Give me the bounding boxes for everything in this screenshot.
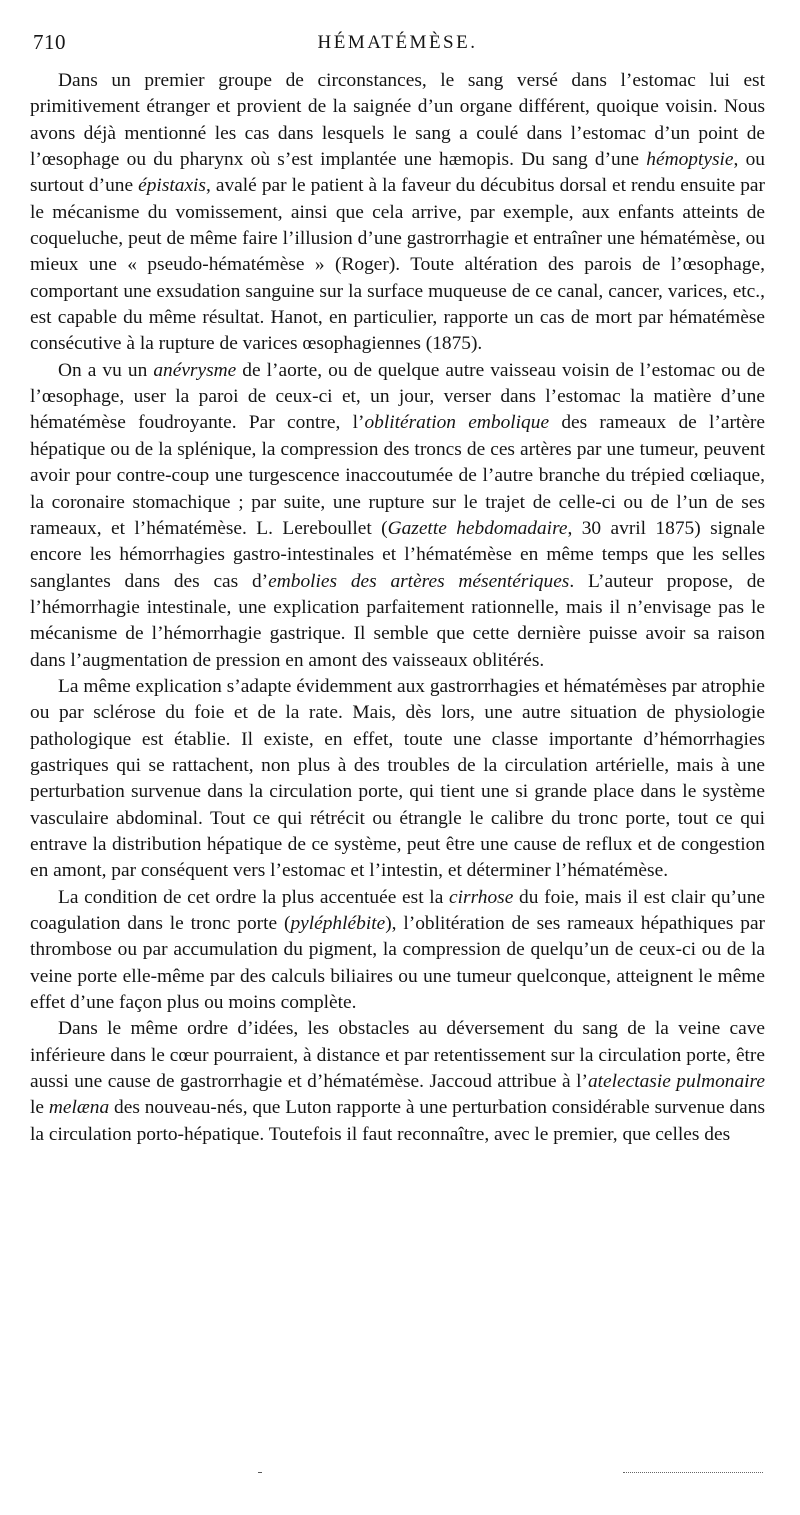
italic-term: pyléphlébite: [290, 913, 386, 934]
page-header: [30, 0, 765, 68]
italic-term: hémoptysie: [646, 149, 734, 171]
text-run: de l’aorte, ou de quelque autre vaisseau voisin de l’estomac ou de l’œsophage, user la paroi de ceux-ci et, un jour, verser dans l’estomac la matière d’une hématémèse foudroyante. Par contre, l’: [30, 359, 765, 434]
italic-term: atelectasie pulmonaire: [587, 1071, 765, 1093]
italic-term: Gazette hebdomadaire: [387, 517, 568, 539]
book-page: [30, 0, 765, 1515]
paragraph: [30, 68, 765, 358]
text-run: du foie, mais il est clair qu’une coagulation dans le tronc porte (: [30, 886, 765, 934]
text-run: Dans un premier groupe de circonstances, le sang versé dans l’estomac lui est primitivement étranger et provient de la saignée d’un organe différent, quoique voisin. Nous avons déjà mentionné les cas dans lesquels le sang a coulé dans l’estomac d’un point de l’œsophage ou du pharynx où s’est implantée une hæmopis. Du sang d’une: [30, 70, 765, 171]
paragraph: [30, 1016, 765, 1148]
text-run: , 30 avril 1875) signale encore les hémorrhagies gastro-intestinales et l’hématémèse en même temps que les selles sanglantes dans des cas d’: [30, 517, 765, 592]
paragraph: [30, 358, 765, 674]
text-run: des nouveau-nés, que Luton rapporte à une perturbation considérable survenue dans la circulation porto-hépatique. Toutefois il faut reconnaître, avec le premier, que celles des: [30, 1097, 765, 1145]
text-run: , ou surtout d’une: [30, 149, 765, 197]
italic-term: cirrhose: [449, 886, 514, 908]
text-run: le: [30, 1097, 49, 1119]
page-number: 710: [33, 30, 66, 54]
text-run: La même explication s’adapte évidemment aux gastrorrhagies et hématémèses par atrophie ou par sclérose du foie et de la rate. Mais, dès lors, une autre situation de physiologie pathologique est établie. Il existe, en effet, toute une classe importante d’hémorrhagies gastriques qui se rattachent, non plus à des troubles de la circulation artérielle, mais à une perturbation survenue dans la circulation porte, qui tient une si grande place dans le système vasculaire abdominal. Tout ce qui rétrécit ou étrangle le calibre du tronc porte, tout ce qui entrave la distribution hépatique de ce système, peut être une cause de reflux et de congestion en amont, par conséquent vers l’estomac et l’intestin, et déterminer l’hématémèse.: [30, 675, 765, 882]
text-run: On a vu un: [58, 359, 154, 381]
footer-marks: [30, 1468, 765, 1478]
footer-mark-left: [258, 1472, 262, 1473]
footer-mark-right: [623, 1472, 763, 1473]
italic-term: melæna: [48, 1097, 110, 1119]
text-run: Dans le même ordre d’idées, les obstacles au déversement du sang de la veine cave inférieure dans le cœur pourraient, à distance et par retentissement sur la circulation porte, être aussi une cause de gastrorrhagie et d’hématémèse. Jaccoud attribue à l’: [30, 1018, 765, 1093]
paragraph: [30, 885, 765, 1017]
paragraph: [30, 674, 765, 885]
italic-term: épistaxis: [138, 175, 206, 197]
italic-term: embolies des artères mésentériques: [268, 570, 570, 592]
italic-term: oblitération embolique: [364, 412, 550, 434]
italic-term: anévrysme: [153, 359, 237, 381]
text-run: des rameaux de l’artère hépatique ou de la splénique, la compression des troncs de ces artères par une tumeur, peuvent avoir pour contre-coup une turgescence inaccoutumée de l’autre branche du trépied cœliaque, la coronaire stomachique ; par suite, une rupture sur le trajet de celle-ci ou de l’un de ses rameaux, et l’hématémèse. L. Lereboullet (: [30, 412, 765, 539]
body-text: [30, 68, 765, 1148]
text-run: La condition de cet ordre la plus accentuée est la: [58, 886, 450, 908]
text-run: , avalé par le patient à la faveur du décubitus dorsal et rendu ensuite par le mécanisme du vomissement, ainsi que cela arrive, par exemple, aux enfants atteints de coqueluche, peut de même faire l’illusion d’une gastrorrhagie et entraîner une hématémèse, ou mieux une « pseudo-hématémèse » (Roger). Toute altération des parois de l’œsophage, comportant une exsudation sanguine sur la surface muqueuse de ce canal, cancer, varices, etc., est capable du même résultat. Hanot, en particulier, rapporte un cas de mort par hématémèse consécutive à la rupture de varices œsophagiennes (1875).: [30, 175, 765, 355]
text-run: . L’auteur propose, de l’hémorrhagie intestinale, une explication parfaitement rationnelle, mais il n’envisage pas le mécanisme de l’hémorrhagie gastrique. Il semble que cette dernière puisse avoir sa raison dans l’augmentation de pression en amont des vaisseaux oblitérés.: [30, 570, 766, 671]
running-title: HÉMATÉMÈSE.: [317, 32, 478, 53]
text-run: ), l’oblitération de ses rameaux hépathiques par thrombose ou par accumulation du pigment, la compression de quelqu’un de ceux-ci ou de la veine porte elle-même par des calculs biliaires ou une tumeur quelconque, atteignent le même effet d’une façon plus ou moins complète.: [30, 913, 766, 1014]
